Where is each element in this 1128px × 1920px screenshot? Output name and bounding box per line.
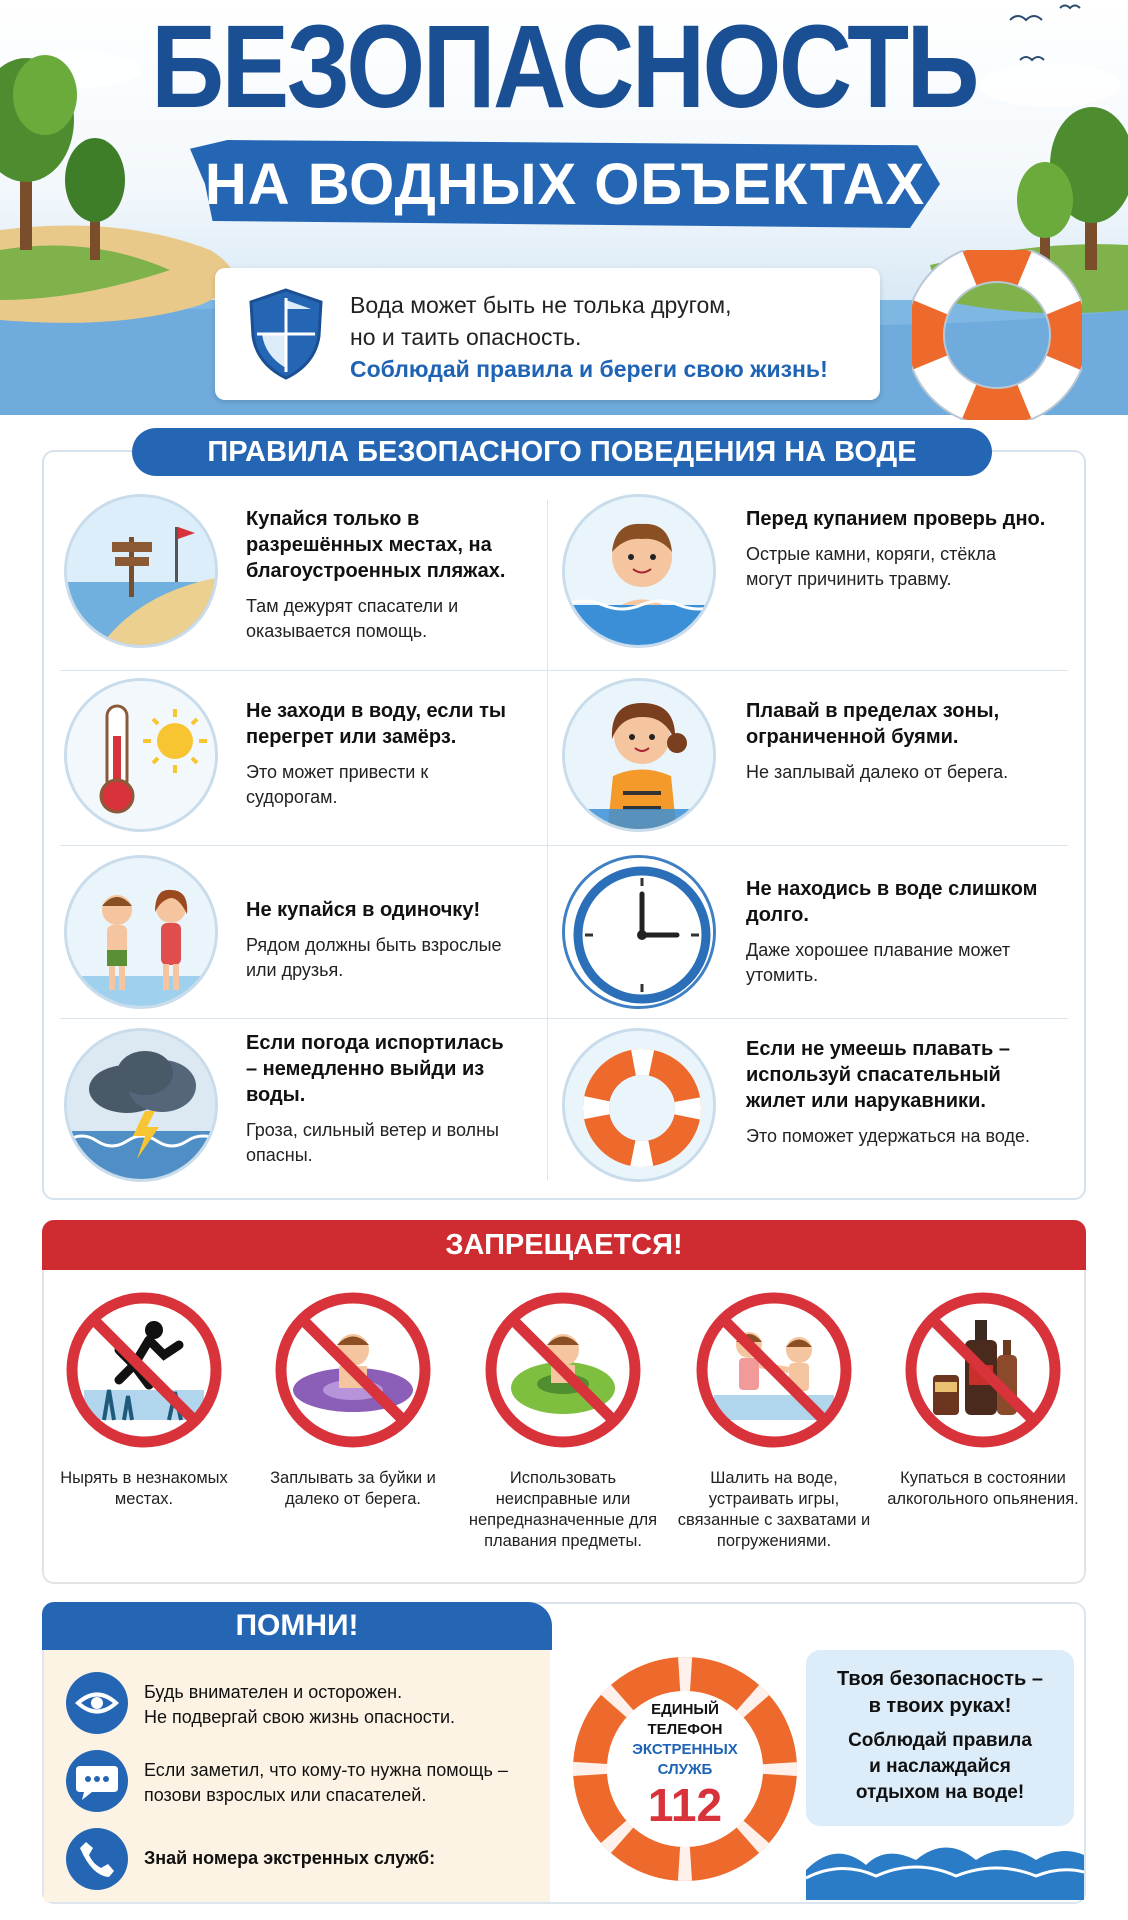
forbidden-label: Заплывать за буйки и далеко от берега. bbox=[270, 1469, 436, 1508]
callout-line4: и наслаждайся bbox=[869, 1756, 1011, 1777]
rule-description: Не заплывай далеко от берега. bbox=[746, 762, 1009, 782]
callout-line5: отдыхом на воде! bbox=[855, 1782, 1025, 1803]
remember-item bbox=[144, 1680, 455, 1730]
emergency-label bbox=[600, 1700, 770, 1830]
intro-line-3: Соблюдай правила и береги свою жизнь! bbox=[350, 356, 828, 382]
page-subtitle: НА ВОДНЫХ ОБЪЕКТАХ bbox=[204, 152, 926, 217]
rule-title: Если не умеешь плавать – используй спасательный жилет или нарукавники. bbox=[746, 1038, 1011, 1112]
rule-description: Это поможет удержаться на воде. bbox=[746, 1126, 1031, 1146]
remember-item bbox=[144, 1846, 435, 1871]
rule-title: Не купайся в одиночку! bbox=[246, 899, 481, 921]
remember-list bbox=[44, 1650, 550, 1902]
no-far-swimming-icon bbox=[281, 1298, 425, 1442]
forbidden-label: Использовать неисправные или непредназначенные для плавания предметы. bbox=[468, 1469, 658, 1550]
rule-title: Не находись в воде слишком долго. bbox=[746, 878, 1038, 926]
rule-title: Плавай в пределах зоны, ограниченной буями. bbox=[746, 700, 1000, 748]
callout-line3: Соблюдай правила bbox=[848, 1730, 1032, 1751]
rule-title: Купайся только в разрешённых местах, на благоустроенных пляжах. bbox=[246, 508, 506, 582]
emergency-line3: ЭКСТРЕННЫХ bbox=[632, 1741, 738, 1758]
emergency-line1: ЕДИНЫЙ bbox=[651, 1701, 719, 1718]
no-alcohol-icon bbox=[911, 1298, 1055, 1442]
callout-line2: в твоих руках! bbox=[868, 1695, 1012, 1717]
chat-icon bbox=[66, 1750, 128, 1812]
remember-item-line1: Если заметил, что кому-то нужна помощь – bbox=[144, 1760, 508, 1780]
rule-description: Острые камни, коряги, стёкла могут причинить травму. bbox=[746, 544, 996, 589]
rule-title: Перед купанием проверь дно. bbox=[746, 508, 1046, 530]
forbidden-label: Купаться в состоянии алкогольного опьянения. bbox=[887, 1469, 1079, 1508]
remember-item-line1: Знай номера экстренных служб: bbox=[144, 1848, 436, 1868]
rule-title: Если погода испортилась – немедленно выйди из воды. bbox=[246, 1032, 504, 1106]
page-title: БЕЗОПАСНОСТЬ bbox=[151, 1, 977, 133]
eye-icon bbox=[66, 1672, 128, 1734]
forbidden-heading: ЗАПРЕЩАЕТСЯ! bbox=[42, 1220, 1086, 1270]
intro-line-1: Вода может быть не толька другом, bbox=[350, 292, 732, 318]
emergency-line4: СЛУЖБ bbox=[657, 1761, 713, 1778]
remember-item-line2: Не подвергай свою жизнь опасности. bbox=[144, 1707, 456, 1727]
remember-heading: ПОМНИ! bbox=[42, 1602, 552, 1650]
rule-description: Там дежурят спасатели и оказывается помощь. bbox=[246, 596, 459, 641]
safety-callout bbox=[806, 1650, 1074, 1826]
remember-item bbox=[144, 1758, 508, 1808]
forbidden-label: Шалить на воде, устраивать игры, связанные с захватами и погружениями. bbox=[677, 1469, 871, 1550]
rule-description: Даже хорошее плавание может утомить. bbox=[746, 940, 1011, 985]
remember-item-line2: позови взрослых или спасателей. bbox=[144, 1785, 427, 1805]
no-inflatables-icon bbox=[491, 1298, 635, 1442]
emergency-number: 112 bbox=[647, 1779, 723, 1831]
forbidden-label: Нырять в незнакомых местах. bbox=[60, 1469, 228, 1508]
no-diving-icon bbox=[72, 1298, 216, 1442]
rule-title: Не заходи в воду, если ты перегрет или замёрз. bbox=[246, 700, 506, 748]
remember-item-line1: Будь внимателен и осторожен. bbox=[144, 1682, 403, 1702]
callout-line1: Твоя безопасность – bbox=[836, 1668, 1044, 1690]
rules-heading: ПРАВИЛА БЕЗОПАСНОГО ПОВЕДЕНИЯ НА ВОДЕ bbox=[132, 428, 992, 476]
intro-line-2: но и таить опасность. bbox=[350, 324, 582, 350]
waves-illustration bbox=[806, 1830, 1084, 1900]
rule-description: Гроза, сильный ветер и волны опасны. bbox=[246, 1120, 499, 1165]
phone-icon bbox=[66, 1828, 128, 1890]
emergency-line2: ТЕЛЕФОН bbox=[647, 1721, 723, 1738]
no-rough-play-icon bbox=[702, 1298, 846, 1442]
rule-description: Это может привести к судорогам. bbox=[246, 762, 429, 807]
rule-description: Рядом должны быть взрослые или друзья. bbox=[246, 935, 502, 980]
